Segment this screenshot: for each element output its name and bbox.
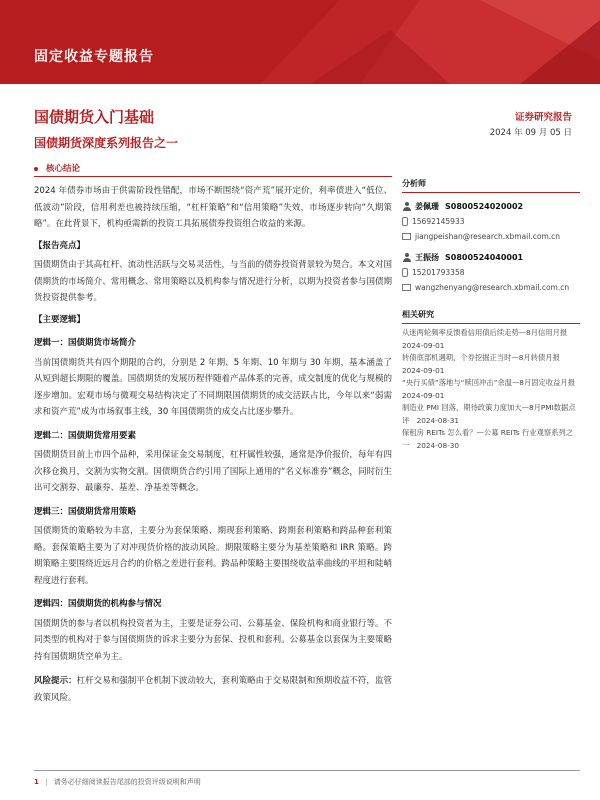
logic1-title: 逻辑一：国债期货市场简介 (34, 338, 137, 348)
sidebar (402, 178, 583, 452)
main-content (34, 180, 392, 706)
highlights-paragraph: 国债期货由于其高杠杆、流动性活跃与交易灵活性，与当前的债券投资背景较为契合。本文对国债期货的市场简介、常用概念、常用策略以及机构参与情况进行分析，以期为投资者参与国债期货投资提供参考。 (34, 260, 392, 303)
bullet-icon (34, 167, 38, 171)
page-number: 1 (34, 778, 39, 786)
footer (34, 777, 201, 787)
core-conclusion-heading: 核心结论 (34, 162, 80, 174)
related-research-item[interactable]: “央行买债”落地与“赎回冲击”余温—8月固定收益月报 2024-09-01 (402, 378, 583, 400)
risk-text: 杠杆交易和强制平仓机制下波动较大，套利策略由于交易限制和预期收益不符，监管政策风险。 (34, 676, 392, 703)
analyst-cert: S0800524040001 (445, 253, 524, 262)
related-research-heading: 相关研究 (402, 309, 580, 324)
logic2-title: 逻辑二：国债期货常用要素 (34, 430, 137, 441)
analyst-name: 王振扬 (415, 253, 439, 262)
header-banner (0, 0, 600, 84)
phone-icon (402, 268, 408, 277)
logic4-title: 逻辑四：国债期货的机构参与情况 (34, 599, 162, 609)
banner-title: 固定收益专题报告 (34, 49, 154, 65)
banner-decoration (220, 0, 600, 84)
analyst-email[interactable]: jiangpeishan@research.xbmail.com.cn (415, 232, 561, 241)
logic2-paragraph: 国债期货目前上市四个品种，采用保证金交易制度，杠杆属性较强，通常是净价报价，每年有四次移仓换月，交割为实物交割。国债期货合约引用了国际上通用的“名义标准券”概念，同时衍生出可交割券、最廉券、基差、净基差等概念。 (34, 450, 392, 493)
footer-divider (34, 770, 580, 771)
mail-icon (402, 284, 411, 291)
user-icon (402, 253, 411, 262)
divider (34, 176, 392, 177)
related-research-item[interactable]: 转债底部机遇期，个券挖掘正当时—8月转债月报 2024-09-01 (402, 353, 568, 375)
mail-icon (402, 233, 411, 240)
analyst-email[interactable]: wangzhenyang@research.xbmail.com.cn (415, 283, 570, 292)
related-research-list (402, 327, 583, 452)
footer-separator: | (45, 778, 48, 786)
footer-note: 请务必仔细阅读报告尾部的投资评级说明和声明 (53, 778, 201, 786)
highlights-label: 【报告亮点】 (34, 240, 86, 251)
analysts-heading: 分析师 (402, 178, 580, 193)
report-subtitle: 国债期货深度系列报告之一 (34, 136, 179, 150)
related-research-item[interactable]: 从迷两轮频率反馈看信用债后续走势—8月信用月报 2024-09-01 (402, 328, 575, 350)
user-icon (402, 202, 411, 211)
analyst-phone: 15692145933 (412, 217, 465, 226)
risk-warning (34, 673, 392, 706)
analyst-card (402, 199, 580, 244)
analyst-phone: 15201793358 (412, 268, 465, 277)
analyst-name: 姜佩珊 (415, 202, 439, 211)
report-date: 2024 年 09 月 05 日 (489, 128, 572, 138)
phone-icon (402, 217, 408, 226)
related-research-item[interactable]: 保租房 REITs 怎么看？—公募 REITs 行业观察系列之一 2024-08-30 (402, 428, 574, 450)
logic4-paragraph: 国债期货的参与者以机构投资者为主，主要是证券公司、公募基金、保险机构和商业银行等。不同类型的机构对于参与国债期货的诉求主要分为套保、投机和套利。公募基金以套保为主要策略持有国债期货空单为主。 (34, 618, 392, 662)
analyst-cert: S0800524020002 (445, 202, 524, 211)
logic-label: 【主要逻辑】 (34, 314, 86, 325)
analyst-card (402, 250, 580, 295)
report-type-label: 证券研究报告 (514, 112, 572, 123)
related-research-item[interactable]: 制造业 PMI 回落，期待政策力度加大—8月PMI数据点评 2024-08-31 (402, 403, 576, 425)
risk-label: 风险提示： (34, 676, 77, 686)
logic1-paragraph: 当前国债期货共有四个期限的合约，分别是 2 年期、5 年期、10 年期与 30 年期，基本涵盖了从短到超长期限的覆盖。国债期货的发展历程伴随着产品体系的完善，成交制度的优化与规模的逐步增加。宏观市场与微观交易结构决定了不同期限国债期货的成交活跃占比，今年以来“弱需求和资产荒”成为市场叙事主线，30 年国债期货的成交占比逐步攀升。 (34, 357, 392, 417)
intro-paragraph: 2024 年债券市场由于供需阶段性错配，市场不断围绕“资产荒”展开定价，利率债进入“低位、低波动”阶段，信用利差也被持续压缩，“杠杆策略”和“信用策略”失效，市场逐步转向“久期策略”。在此背景下，机构亟需新的投资工具拓展债券投资组合收益的来源。 (34, 186, 392, 229)
logic3-paragraph: 国债期货的策略较为丰富，主要分为套保策略、期现套利策略、跨期套利策略和跨品种套利策略。套保策略主要为了对冲现货价格的波动风险。期限策略主要分为基差策略和 IRR 策略。跨期策略主要围绕近远月合约的价格之差进行套利。跨品种策略主要围绕收益率曲线的平坦和陡峭程度进行套利。 (34, 526, 392, 586)
logic3-title: 逻辑三：国债期货常用策略 (34, 506, 137, 517)
report-title: 国债期货入门基础 (34, 108, 155, 126)
